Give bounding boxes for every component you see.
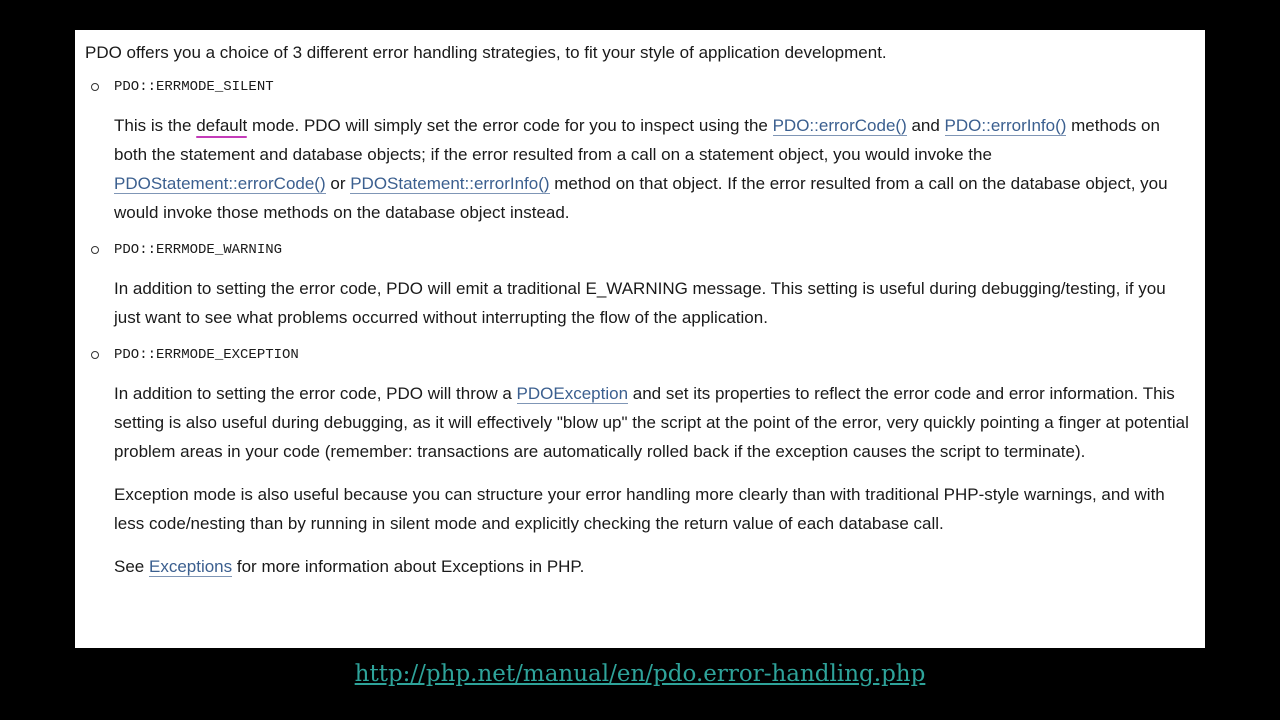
see-text: See <box>114 557 149 576</box>
link-exceptions[interactable]: Exceptions <box>148 557 233 576</box>
link-statement-errorcode[interactable]: PDOStatement::errorCode() <box>114 174 326 193</box>
mode-warning-item <box>85 241 1205 259</box>
bullet-circle-icon <box>91 83 99 91</box>
source-caption <box>0 661 1280 687</box>
exception-mode-note: Exception mode is also useful because you can structure your error handling more clearly than with traditional PHP-style warnings, and with less code/nesting than by running in silent mode and explicitly checking the return value of each database call. <box>114 485 1165 533</box>
see-text-post: for more information about Exceptions in PHP. <box>232 557 585 576</box>
doc-panel <box>75 30 1205 648</box>
silent-text-6: method on that object. If the error resulted from a call on the database object, you would invoke those methods on the database object instead. <box>114 174 1168 222</box>
silent-text-2: mode. PDO will simply set the error code for you to inspect using the <box>247 116 773 135</box>
link-pdoexception[interactable]: PDOException <box>516 384 629 403</box>
link-statement-errorinfo[interactable]: PDOStatement::errorInfo() <box>350 174 550 193</box>
exception-text-2: and set its properties to reflect the error code and error information. This setting is also useful during debugging, as it will effectively "blow up" the script at the point of the error, very quickly pointing a finger at potential problem areas in your code (remember: transactions are automatically rolled back if the exception causes the script to terminate). <box>114 384 1189 461</box>
bullet-circle-icon <box>91 351 99 359</box>
mode-exception-item <box>85 346 1205 364</box>
link-errorcode[interactable]: PDO::errorCode() <box>772 116 907 135</box>
see-exceptions-note <box>114 552 1194 581</box>
exception-description <box>114 379 1194 466</box>
warning-description: In addition to setting the error code, PDO will emit a traditional E_WARNING message. This setting is useful during debugging/testing, if you just want to see what problems occurred without interrupting the flow of the application. <box>114 279 1166 327</box>
mode-silent-label: PDO::ERRMODE_SILENT <box>114 79 274 95</box>
silent-text-4: methods on both the statement and database objects; if the error resulted from a call on a statement object, you would invoke the <box>114 116 1160 164</box>
source-url-link[interactable]: http://php.net/manual/en/pdo.error-handling.php <box>354 661 926 687</box>
link-errorinfo[interactable]: PDO::errorInfo() <box>944 116 1067 135</box>
silent-description <box>114 111 1194 227</box>
mode-exception-label: PDO::ERRMODE_EXCEPTION <box>114 347 299 363</box>
mode-silent-item <box>85 78 1205 96</box>
default-annotation: default <box>196 116 248 135</box>
silent-text-3: and <box>906 116 945 135</box>
bullet-circle-icon <box>91 246 99 254</box>
silent-text-1: This is the <box>114 116 197 135</box>
exception-text-1: In addition to setting the error code, PDO will throw a <box>114 384 517 403</box>
mode-warning-label: PDO::ERRMODE_WARNING <box>114 242 283 258</box>
silent-text-5: or <box>325 174 351 193</box>
intro-text: PDO offers you a choice of 3 different error handling strategies, to fit your style of application development. <box>85 43 887 62</box>
